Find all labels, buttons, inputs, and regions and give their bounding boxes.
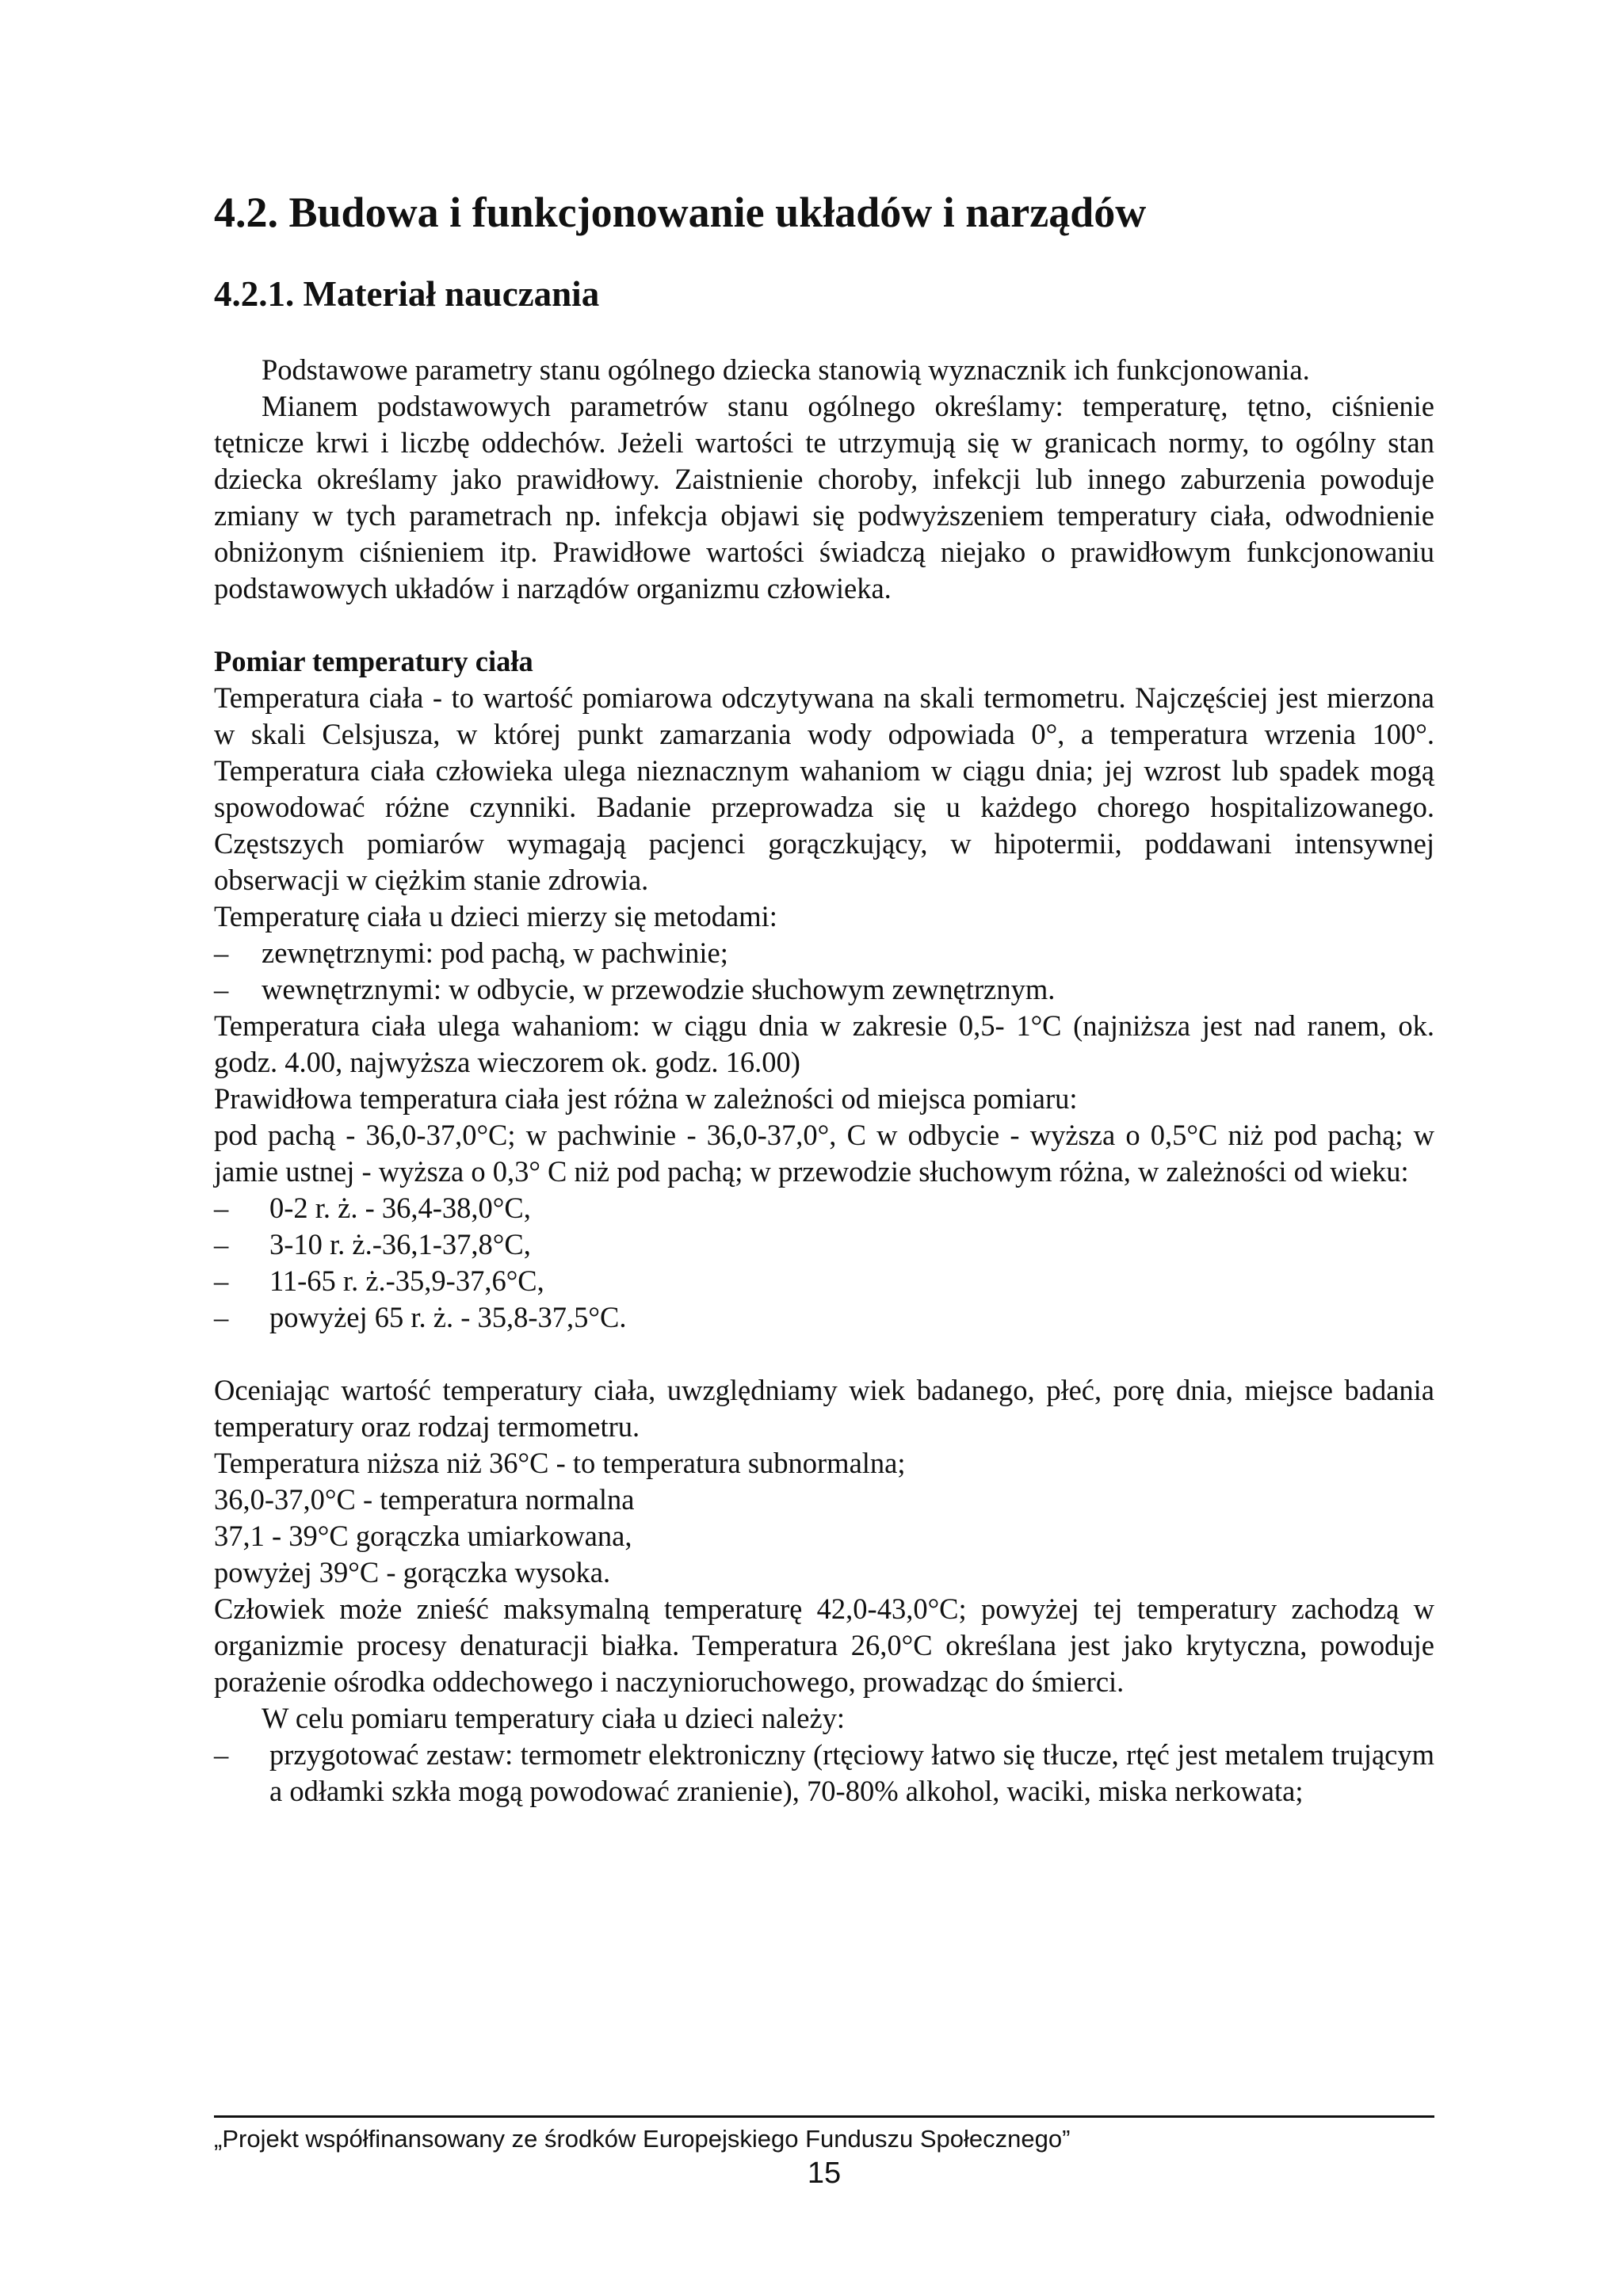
- scale-line-normal: 36,0-37,0°C - temperatura normalna: [214, 1483, 635, 1516]
- scale-line-moderate: 37,1 - 39°C gorączka umiarkowana,: [214, 1520, 632, 1552]
- subsection-heading: 4.2.1. Materiał nauczania: [214, 274, 600, 314]
- dash-bullet-icon: –: [214, 1264, 229, 1297]
- methods-list: [214, 935, 1434, 1008]
- dash-bullet-icon: –: [214, 1738, 229, 1771]
- procedure-intro: W celu pomiaru temperatury ciała u dzieci należy:: [262, 1702, 846, 1734]
- list-item: – wewnętrznymi: w odbycie, w przewodzie słuchowym zewnętrznym.: [214, 971, 1434, 1008]
- funding-note: „Projekt współfinansowany ze środków Europejskiego Funduszu Społecznego”: [214, 2125, 1071, 2153]
- dash-bullet-icon: –: [214, 936, 229, 969]
- section-title: Pomiar temperatury ciała: [214, 645, 533, 677]
- intro-paragraph-2: Mianem podstawowych parametrów stanu ogólnego określamy: temperaturę, tętno, ciśnienie tętnicze krwi i liczbę oddechów. Jeżeli wartości te utrzymują się w granicach normy, to ogólny stan dziecka określamy jako prawidłowy. Zaistnienie choroby, infekcji lub innego zaburzenia powoduje zmiany w tych parametrach np. infekcja objawi się podwyższeniem temperatury ciała, odwodnienie obniżonym ciśnieniem itp. Prawidłowe wartości świadczą niejako o prawidłowym funkcjonowaniu podstawowych układów i narządów organizmu człowieka.: [214, 390, 1434, 605]
- list-item: – przygotować zestaw: termometr elektroniczny (rtęciowy łatwo się tłucze, rtęć jest metalem trującym a odłamki szkła mogą powodować zranienie), 70-80% alkohol, waciki, miska nerkowata;: [214, 1738, 1434, 1807]
- methods-intro: Temperaturę ciała u dzieci mierzy się metodami:: [214, 900, 777, 933]
- dash-bullet-icon: –: [214, 1228, 229, 1261]
- procedure-list: [214, 1737, 1434, 1810]
- scale-line-high: powyżej 39°C - gorączka wysoka.: [214, 1556, 611, 1589]
- list-item: – 0-2 r. ż. - 36,4-38,0°C,: [214, 1190, 1434, 1226]
- dash-bullet-icon: –: [214, 1192, 229, 1224]
- limits-paragraph: Człowiek może znieść maksymalną temperaturę 42,0-43,0°C; powyżej tej temperatury zachodzą w organizmie procesy denaturacji białka. Temperatura 26,0°C określana jest jako krytyczna, powoduje porażenie ośrodka oddechowego i naczynioruchowego, prowadząc do śmierci.: [214, 1592, 1434, 1698]
- normal-sites-paragraph: pod pachą - 36,0-37,0°C; w pachwinie - 36,0-37,0°, C w odbycie - wyższa o 0,5°C niż pod pachą; w jamie ustnej - wyższa o 0,3° C niż pod pachą; w przewodzie słuchowym różna, w zależności od wieku:: [214, 1119, 1434, 1188]
- scale-line-subnormal: Temperatura niższa niż 36°C - to temperatura subnormalna;: [214, 1447, 906, 1479]
- document-page: [214, 187, 1434, 1810]
- fluctuation-paragraph: Temperatura ciała ulega wahaniom: w ciągu dnia w zakresie 0,5- 1°C (najniższa jest nad ranem, ok. godz. 4.00, najwyższa wieczorem ok. godz. 16.00): [214, 1009, 1434, 1078]
- intro-paragraph-1: Podstawowe parametry stanu ogólnego dziecka stanowią wyznacznik ich funkcjonowania.: [262, 353, 1310, 386]
- definition-paragraph: Temperatura ciała - to wartość pomiarowa odczytywana na skali termometru. Najczęściej jest mierzona w skali Celsjusza, w której punkt zamarzania wody odpowiada 0°, a temperatura wrzenia 100°. Temperatura ciała człowieka ulega nieznacznym wahaniom w ciągu dnia; jej wzrost lub spadek mogą spowodować różne czynniki. Badanie przeprowadza się u każdego chorego hospitalizowanego. Częstszych pomiarów wymagają pacjenci gorączkujący, w hipotermii, poddawani intensywnej obserwacji w ciężkim stanie zdrowia.: [214, 681, 1434, 896]
- section-heading: 4.2. Budowa i funkcjonowanie układów i narządów: [214, 189, 1147, 236]
- list-item: – 11-65 r. ż.-35,9-37,6°C,: [214, 1263, 1434, 1299]
- list-item: – 3-10 r. ż.-36,1-37,8°C,: [214, 1226, 1434, 1263]
- dash-bullet-icon: –: [214, 973, 229, 1005]
- page-footer: [214, 2115, 1434, 2191]
- page-number: 15: [807, 2157, 842, 2190]
- list-item: – zewnętrznymi: pod pachą, w pachwinie;: [214, 935, 1434, 971]
- dash-bullet-icon: –: [214, 1301, 229, 1333]
- normal-intro: Prawidłowa temperatura ciała jest różna w zależności od miejsca pomiaru:: [214, 1082, 1078, 1115]
- age-ranges-list: [214, 1190, 1434, 1336]
- assessment-paragraph: Oceniając wartość temperatury ciała, uwzględniamy wiek badanego, płeć, porę dnia, miejsce badania temperatury oraz rodzaj termometru.: [214, 1374, 1434, 1443]
- list-item: – powyżej 65 r. ż. - 35,8-37,5°C.: [214, 1299, 1434, 1336]
